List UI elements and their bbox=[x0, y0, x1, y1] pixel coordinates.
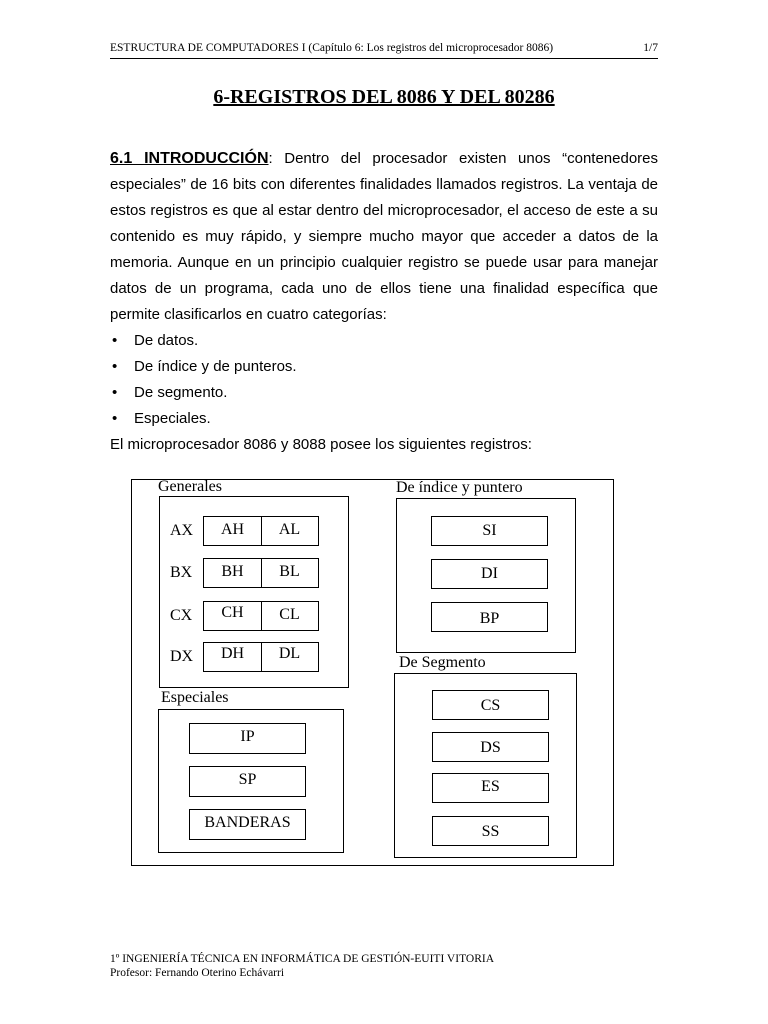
list-item: • De índice y de punteros. bbox=[110, 354, 658, 380]
register-ax bbox=[203, 516, 319, 546]
register-cx bbox=[203, 601, 319, 631]
intro-paragraph bbox=[110, 146, 658, 328]
register-ch: CH bbox=[204, 602, 262, 630]
generales-label: Generales bbox=[158, 478, 222, 495]
register-cs: CS bbox=[432, 690, 549, 720]
register-dx bbox=[203, 642, 319, 672]
page-header bbox=[110, 40, 658, 59]
register-ah: AH bbox=[204, 517, 262, 545]
register-sp: SP bbox=[189, 766, 306, 797]
register-si: SI bbox=[431, 516, 548, 546]
register-cl: CL bbox=[279, 606, 300, 623]
category-list bbox=[110, 328, 658, 432]
footer-professor: Profesor: Fernando Oterino Echávarri bbox=[110, 967, 285, 979]
registers-diagram bbox=[131, 479, 614, 866]
register-dl: DL bbox=[278, 645, 301, 662]
header-course-title: ESTRUCTURA DE COMPUTADORES I (Capítulo 6: Los registros del microprocesador 8086) bbox=[110, 42, 554, 54]
intro-text: : Dentro del procesador existen unos “contenedores especiales” de 16 bits con diferentes finalidades llamados registros. La ventaja de estos registros es que al estar dentro del microprocesador, el acceso de este a su contenido es muy rápido, y siempre mucho mayor que acceder a datos de la memoria. Aunque en un principio cualquier registro se puede usar para manejar datos de un programa, cada uno de ellos tiene una finalidad específica que permite clasificarlos en cuatro categorías: bbox=[110, 150, 658, 323]
register-dh: DH bbox=[204, 643, 262, 671]
footer-institution: 1º INGENIERÍA TÉCNICA EN INFORMÁTICA DE GESTIÓN-EUITI VITORIA bbox=[110, 953, 494, 965]
intro-heading: 6.1 INTRODUCCIÓN bbox=[110, 150, 269, 167]
register-ip: IP bbox=[189, 723, 306, 754]
register-di: DI bbox=[431, 559, 548, 589]
indice-group bbox=[396, 498, 576, 653]
register-bl: BL bbox=[279, 563, 300, 580]
segmento-group bbox=[394, 673, 577, 858]
segmento-label: De Segmento bbox=[399, 654, 486, 671]
register-ds: DS bbox=[432, 732, 549, 762]
register-ss: SS bbox=[432, 816, 549, 846]
register-es: ES bbox=[432, 773, 549, 803]
intro-section bbox=[110, 146, 658, 458]
register-al: AL bbox=[278, 521, 301, 538]
register-bx-label: BX bbox=[170, 564, 193, 581]
indice-label: De índice y puntero bbox=[396, 479, 523, 496]
register-bx bbox=[203, 558, 319, 588]
list-item: • Especiales. bbox=[110, 406, 658, 432]
page-footer bbox=[110, 952, 494, 980]
generales-group bbox=[159, 496, 349, 688]
register-ax-label: AX bbox=[170, 522, 194, 539]
register-bp: BP bbox=[431, 602, 548, 632]
register-cx-label: CX bbox=[170, 607, 193, 624]
register-banderas: BANDERAS bbox=[189, 809, 306, 840]
register-bh: BH bbox=[204, 559, 262, 587]
list-item: • De datos. bbox=[110, 328, 658, 354]
closing-sentence: El microprocesador 8086 y 8088 posee los siguientes registros: bbox=[110, 436, 532, 453]
register-dx-label: DX bbox=[170, 648, 194, 665]
especiales-label: Especiales bbox=[161, 689, 229, 706]
especiales-group bbox=[158, 709, 344, 853]
list-item: • De segmento. bbox=[110, 380, 658, 406]
document-title: 6-REGISTROS DEL 8086 Y DEL 80286 bbox=[213, 86, 555, 108]
header-page-number: 1/7 bbox=[643, 42, 658, 54]
